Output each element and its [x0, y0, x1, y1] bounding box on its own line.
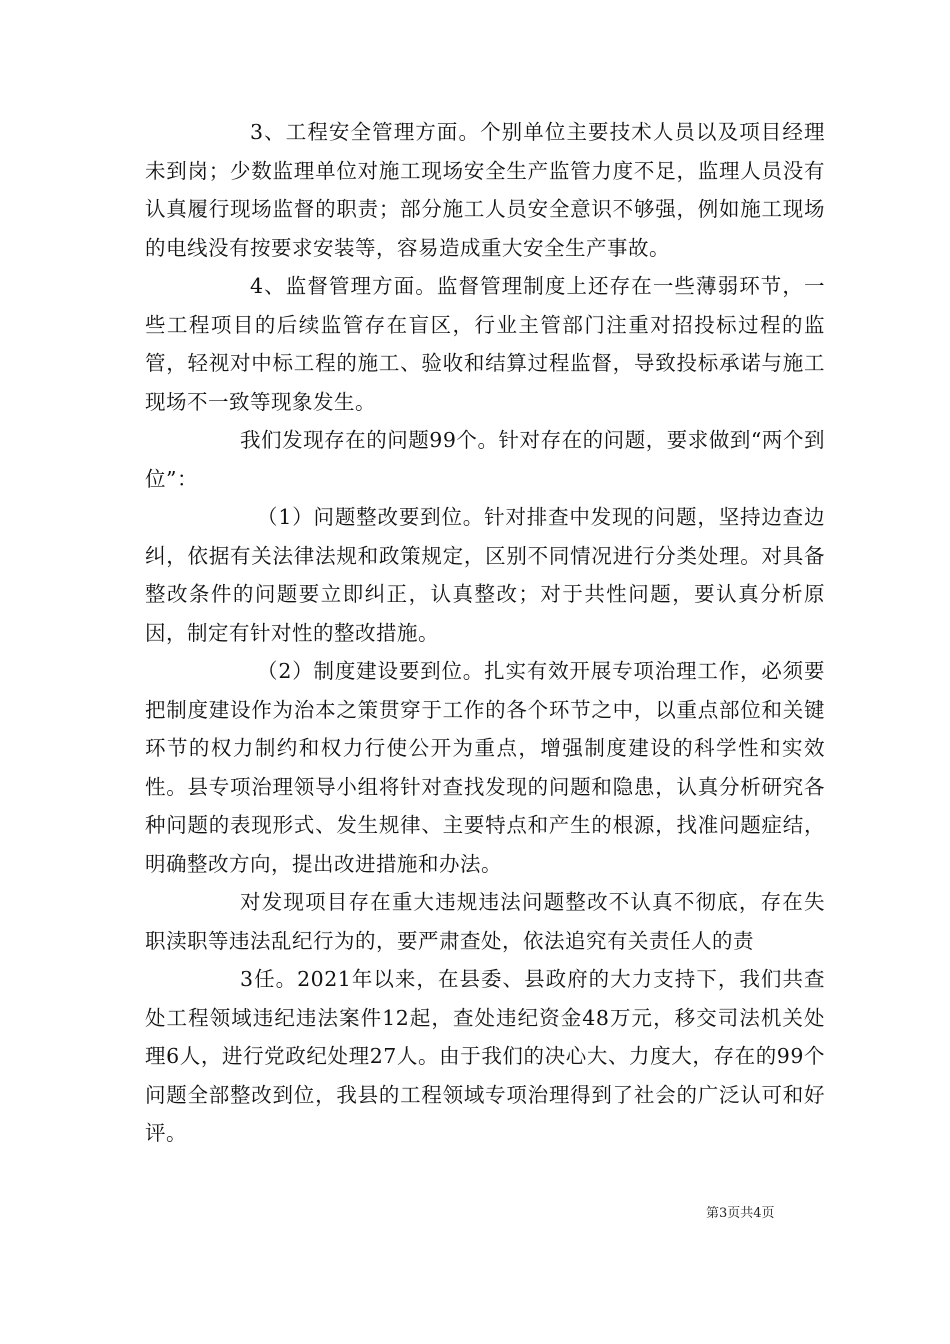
document-body: [145, 113, 825, 1153]
paragraph-supervision-management: 4、监督管理方面。监督管理制度上还存在一些薄弱环节，一些工程项目的后续监管存在盲区，行业主管部门注重对招投标过程的监管，轻视对中标工程的施工、验收和结算过程监督，导致投标承诺与施工现场不一致等现象发生。: [145, 274, 825, 414]
paragraph-problems-found: 我们发现存在的问题99个。针对存在的问题，要求做到“两个到位”：: [145, 428, 825, 491]
page-footer: 第3页共4页: [706, 1206, 775, 1221]
paragraph-system-building: （2）制度建设要到位。扎实有效开展专项治理工作，必须要把制度建设作为治本之策贯穿于工作的各个环节之中，以重点部位和关键环节的权力制约和权力行使公开为重点，增强制度建设的科学性和实效性。县专项治理领导小组将针对查找发现的问题和隐患，认真分析研究各种问题的表现形式、发生规律、主要特点和产生的根源，找准问题症结，明确整改方向，提出改进措施和办法。: [145, 659, 825, 876]
paragraph-safety-management: 3、工程安全管理方面。个别单位主要技术人员以及项目经理未到岗；少数监理单位对施工现场安全生产监管力度不足，监理人员没有认真履行现场监督的职责；部分施工人员安全意识不够强，例如施工现场的电线没有按要求安装等，容易造成重大安全生产事故。: [145, 120, 825, 260]
paragraph-results: 3任。2021年以来，在县委、县政府的大力支持下，我们共查处工程领域违纪违法案件12起，查处违纪资金48万元，移交司法机关处理6人，进行党政纪处理27人。由于我们的决心大、力度大，存在的99个问题全部整改到位，我县的工程领域专项治理得到了社会的广泛认可和好评。: [145, 967, 825, 1145]
paragraph-accountability: 对发现项目存在重大违规违法问题整改不认真不彻底，存在失职渎职等违法乱纪行为的，要严肃查处，依法追究有关责任人的责: [145, 890, 825, 953]
paragraph-rectification: （1）问题整改要到位。针对排查中发现的问题，坚持边查边纠，依据有关法律法规和政策规定，区别不同情况进行分类处理。对具备整改条件的问题要立即纠正，认真整改；对于共性问题，要认真分析原因，制定有针对性的整改措施。: [145, 505, 825, 645]
